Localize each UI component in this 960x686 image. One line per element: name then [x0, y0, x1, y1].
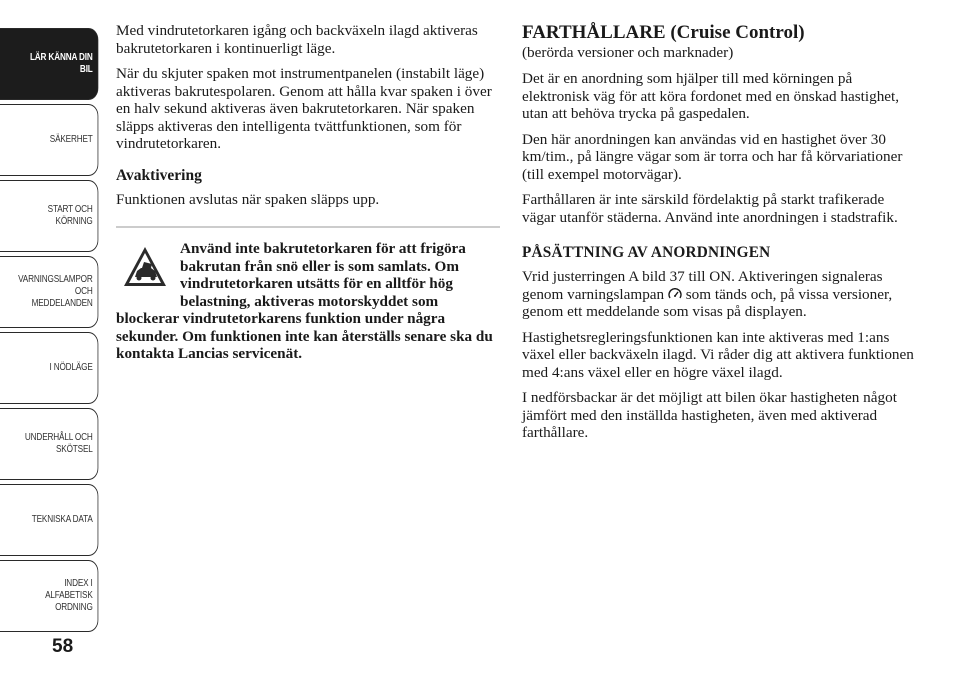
chapter-tab[interactable]: [0, 28, 98, 100]
warning-triangle-car-icon: [122, 244, 168, 290]
chapter-tab-label: INDEX I ALFABETISK ORDNING: [45, 578, 93, 613]
left-column: [116, 22, 500, 363]
right-column: [522, 22, 914, 450]
paragraph-activation: [522, 268, 914, 321]
chapter-tab-label: SÄKERHET: [49, 134, 93, 145]
paragraph: Farthållaren är inte särskild fördelaktig på starkt trafikerade vägar utanför städerna. Använd inte anordningen i stadstrafik.: [522, 191, 898, 226]
chapter-tab-label: VARNINGSLAMPOR OCH MEDDELANDEN: [18, 274, 93, 309]
section-subtitle: (berörda versioner och marknader): [522, 44, 734, 61]
chapter-tab[interactable]: [0, 180, 98, 252]
chapter-tab-label: TEKNISKA DATA: [31, 514, 93, 525]
paragraph: Med vindrutetorkaren igång och backväxeln ilagd aktiveras bakrutetorkaren i kontinuerligt läge.: [116, 22, 478, 57]
warning-text: Använd inte bakrutetorkaren för att frigöra bakrutan från snö eller is som samlats. Om vindrutetorkaren utsätts för en alltför hög belastning, aktiveras motorskyddet som blockerar vindrutetorkarens funktion under några sekunder. Om funktionen inte kan återställs senare ska du kontakta Lancias servicenät.: [116, 240, 493, 362]
section-title: FARTHÅLLARE (Cruise Control): [522, 22, 805, 43]
chapter-tab[interactable]: [0, 560, 98, 632]
chapter-tab-label: UNDERHÅLL OCH SKÖTSEL: [24, 432, 93, 455]
chapter-tab[interactable]: [0, 104, 98, 176]
divider: [116, 226, 500, 228]
paragraph: Funktionen avslutas när spaken släpps upp.: [116, 190, 380, 208]
subheading-avaktivering: Avaktivering: [116, 166, 202, 184]
chapter-tab-label: START OCH KÖRNING: [47, 204, 93, 227]
chapter-tab[interactable]: [0, 332, 98, 404]
section-heading-activation: PÅSÄTTNING AV ANORDNINGEN: [522, 244, 771, 261]
cruise-control-lamp-icon: [668, 288, 682, 300]
text: som tänds och, på vissa versioner, genom ett meddelande som visas på displayen.: [522, 285, 893, 320]
paragraph: I nedförsbackar är det möjligt att bilen ökar hastigheten något jämfört med den inställda hastigheten, även med aktiverad farthållare.: [522, 389, 897, 441]
chapter-tab-label: LÄR KÄNNA DIN BIL: [29, 52, 93, 75]
paragraph: Hastighetsregleringsfunktionen kan inte aktiveras med 1:ans växel eller backväxeln ilagd. Vi råder dig att aktivera funktionen med 4:ans växel eller en högre växel ilagd.: [522, 328, 914, 381]
text: Vrid justerringen A bild 37 till ON. Aktiveringen signaleras genom varningslampan: [522, 268, 883, 303]
chapter-tab[interactable]: [0, 256, 98, 328]
chapter-tab-label: I NÖDLÄGE: [49, 362, 93, 373]
paragraph: Den här anordningen kan användas vid en hastighet över 30 km/tim., på längre vägar som är torra och har få körvariationer (till exempel motorvägar).: [522, 130, 903, 183]
page-number: 58: [52, 636, 74, 657]
paragraph: Det är en anordning som hjälper till med körningen på elektronisk väg för att köra fordonet med en önskad hastighet, utan att behöva trycka på gaspedalen.: [522, 70, 900, 122]
chapter-tab[interactable]: [0, 408, 98, 480]
chapter-tab[interactable]: [0, 484, 98, 556]
warning-note: [116, 240, 500, 363]
paragraph: När du skjuter spaken mot instrumentpanelen (instabilt läge) aktiveras bakrutespolaren. Genom att hålla kvar spaken i över en halv sekund aktiveras även bakrutetorkaren. När spaken släpps aktiveras den intelligenta tvättfunktionen, som för vindrutetorkaren.: [116, 65, 492, 152]
